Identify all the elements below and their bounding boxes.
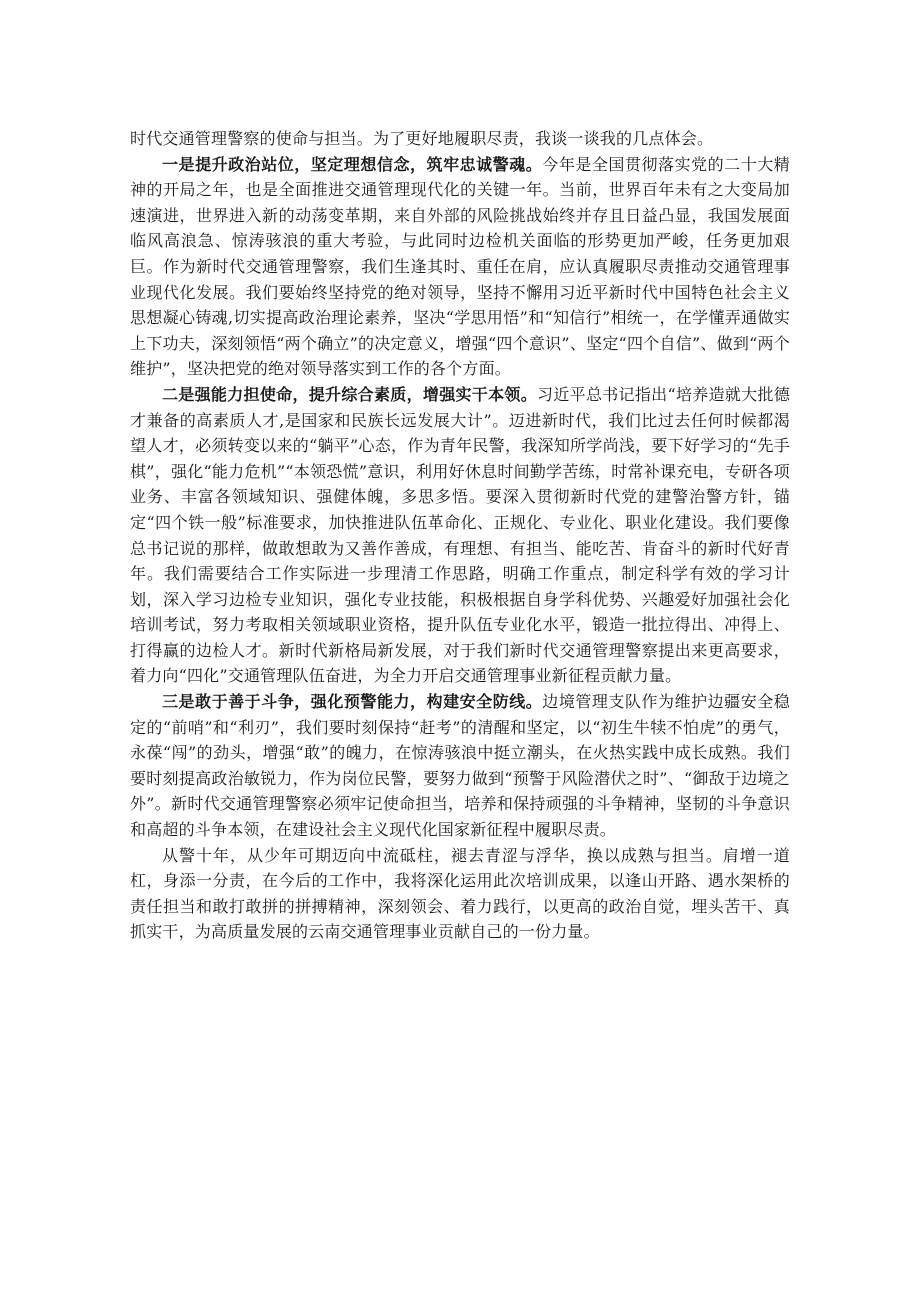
document-page — [130, 126, 790, 945]
paragraph-point-two — [130, 382, 790, 689]
paragraph-heading: 二是强能力担使命，提升综合素质，增强实干本领。 — [162, 384, 538, 404]
paragraph-conclusion — [130, 843, 790, 945]
paragraph-point-one — [130, 152, 790, 382]
paragraph-heading: 一是提升政治站位，坚定理想信念，筑牢忠诚警魂。 — [162, 154, 543, 174]
paragraph-point-three — [130, 689, 790, 843]
paragraph-intro-continuation — [130, 126, 790, 152]
paragraph-text: 时代交通管理警察的使命与担当。为了更好地履职尽责，我谈一谈我的几点体会。 — [130, 129, 714, 148]
paragraph-text: 今年是全国贯彻落实党的二十大精神的开局之年，也是全面推进交通管理现代化的关键一年。当前，世界百年未有之大变局加速演进，世界进入新的动荡变革期，来自外部的风险挑战始终并存且日益凸显，我国发展面临风高浪急、惊涛骇浪的重大考验，与此同时边检机关面临的形势更加严峻，任务更加艰巨。作为新时代交通管理警察，我们生逢其时、重任在肩，应认真履职尽责推动交通管理事业现代化发展。我们要始终坚持党的绝对领导，坚持不懈用习近平新时代中国特色社会主义思想凝心铸魂,切实提高政治理论素养，坚决“学思用悟”和“知信行”相统一，在学懂弄通做实上下功夫，深刻领悟“两个确立”的决定意义，增强“四个意识”、坚定“四个自信”、做到“两个维护”，坚决把党的绝对领导落实到工作的各个方面。 — [130, 154, 790, 379]
paragraph-text: 边境管理支队作为维护边疆安全稳定的“前哨”和“利刃”，我们要时刻保持“赶考”的清醒和坚定，以“初生牛犊不怕虎”的勇气，永葆“闯”的劲头，增强“敢”的魄力，在惊涛骇浪中挺立潮头，在火热实践中成长成熟。我们要时刻提高政治敏锐力，作为岗位民警，要努力做到“预警于风险潜伏之时”、“御敌于边境之外”。新时代交通管理警察必须牢记使命担当，培养和保持顽强的斗争精神，坚韧的斗争意识和高超的斗争本领，在建设社会主义现代化国家新征程中履职尽责。 — [130, 692, 790, 840]
paragraph-text: 习近平总书记指出“培养造就大批德才兼备的高素质人才,是国家和民族长远发展大计”。迈进新时代，我们比过去任何时候都渴望人才，必须转变以来的“躺平”心态，作为青年民警，我深知所学尚浅，要下好学习的“先手棋”，强化“能力危机”“本领恐慌”意识，利用好休息时间勤学苦练，时常补课充电，专研各项业务、丰富各领域知识、强健体魄，多思多悟。要深入贯彻新时代党的建警治警方针，锚定“四个铁一般”标准要求，加快推进队伍革命化、正规化、专业化、职业化建设。我们要像总书记说的那样，做敢想敢为又善作善成，有理想、有担当、能吃苦、肯奋斗的新时代好青年。我们需要结合工作实际进一步理清工作思路，明确工作重点，制定科学有效的学习计划，深入学习边检专业知识，强化专业技能，积极根据自身学科优势、兴趣爱好加强社会化培训考试，努力考取相关领域职业资格，提升队伍专业化水平，锻造一批拉得出、冲得上、打得赢的边检人才。新时代新格局新发展，对于我们新时代交通管理警察提出来更高要求，着力向“四化”交通管理队伍奋进，为全力开启交通管理事业新征程贡献力量。 — [130, 384, 790, 686]
paragraph-heading: 三是敢于善于斗争，强化预警能力，构建安全防线。 — [162, 692, 543, 712]
paragraph-text: 从警十年，从少年可期迈向中流砥柱，褪去青涩与浮华，换以成熟与担当。肩增一道杠，身添一分责，在今后的工作中，我将深化运用此次培训成果，以逢山开路、遇水架桥的责任担当和敢打敢拼的拼搏精神，深刻领会、着力践行，以更高的政治自觉，埋头苦干、真抓实干，为高质量发展的云南交通管理事业贡献自己的一份力量。 — [130, 845, 790, 942]
